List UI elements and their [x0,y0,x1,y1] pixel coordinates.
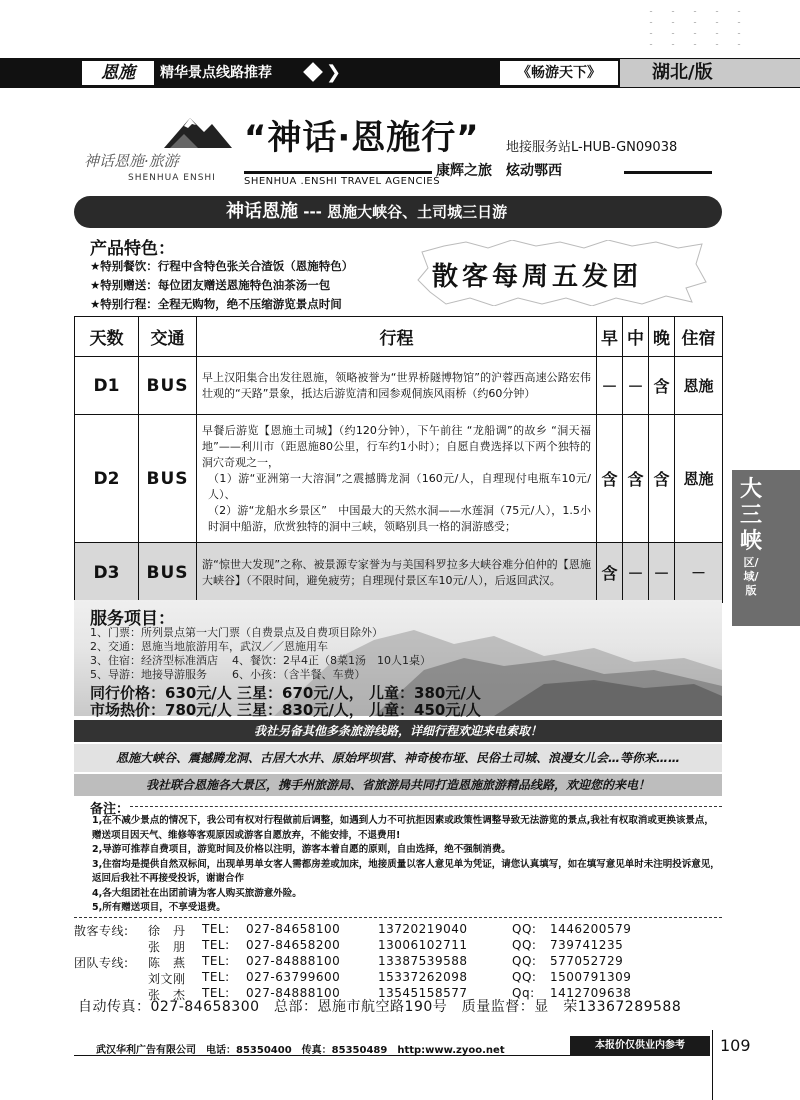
transport-cell: BUS [139,415,197,543]
contact-tel: 027-84888100 [246,986,341,1000]
col-dinner: 晚 [649,317,675,357]
contact-group [74,970,148,986]
dinner-cell: 含 [649,357,675,415]
contact-name: 张 朋 [148,940,186,954]
itinerary-line: （2）游“龙船水乡景区” 中国最大的天然水洞——水莲洞（75元/人），1.5小时洞中船游，欣赏独特的洞中三峡，领略别具一格的洞游感受； [208,503,591,533]
chevron-right-icon: ❯ [326,62,342,83]
col-breakfast: 早 [597,317,623,357]
tel-label: TEL: [202,954,230,968]
header-subtitle: 精华景点线路推荐 [160,65,272,81]
contact-group: 团队专线: [74,956,129,970]
note-item: 2,导游可推荐自费项目，游览时间及价格以注明，游客本着自愿的原则，自由选择，绝不强制消费。 [92,844,511,855]
note-item: 3,住宿均是提供自然双标间，出现单男单女客人需都房差或加床，地接质量以客人意见单为凭证，请您认真填写，如在填写意见单时未注明投诉意见，返回后我社不再接受投诉，谢谢合作 [92,858,720,884]
service-item: 1、门票：所列景点第一大门票（自费景点及自费项目除外） [90,626,383,639]
route-banner [74,196,722,228]
itinerary-cell [197,357,597,415]
cooperation-banner: 我社联合恩施各大景区，携手州旅游局、省旅游局共同打造恩施旅游精品线路，欢迎您的来电！ [74,774,722,796]
service-item: 2、交通：恩施当地旅游用车，武汉／／恩施用车 [90,640,328,653]
side-tab-subtitle: 区/域/版 [743,556,759,597]
divider [624,171,712,174]
day-cell: D3 [75,543,139,603]
contact-qq: 1412709638 [550,986,632,1000]
feature-item: ★特别赠送：每位团友赠送恩施特色油茶汤一包 [90,278,331,292]
service-item: 4、餐饮：2早4正（8菜1汤 10人1桌） [232,654,431,667]
itinerary-line: 早上汉阳集合出发往恩施，领略被誉为“世界桥隧博物馆”的沪蓉西高速公路宏伟壮观的“天路”景象，抵达后游览清和园参观侗族风雨桥（约60分钟） [202,370,591,400]
logo-english: SHENHUA ENSHI [128,173,216,183]
contact-mobile: 13720219040 [378,922,468,936]
dinner-cell: － [649,543,675,603]
agency-english: SHENHUA .ENSHI TRAVEL AGENCIES [244,176,441,187]
weekly-departure-badge: 散客每周五发团 [432,262,643,292]
contact-name: 张 杰 [148,988,186,1002]
breakfast-cell: 含 [597,543,623,603]
day-cell: D1 [75,357,139,415]
spots-banner: 恩施大峡谷、震撼腾龙洞、古居大水井、原始坪坝营、神奇梭布垭、民俗土司城、浪漫女儿会…等你来…… [74,744,722,772]
itinerary-table [74,316,723,603]
service-item: 3、住宿：经济型标准酒店 [90,654,218,667]
contact-qq: 1446200579 [550,922,632,936]
note-item: 1,在不减少景点的情况下，我公司有权对行程做前后调整，如遇到人力不可抗拒因素或政策性调整导致无法游览的景点,我社有权取消或更换该景点，赠送项目因天气、维修等客观原因或游客自愿放弃，不能安排，不退费用! [92,815,714,841]
qq-label: QQ: [512,970,537,984]
contacts-list [74,922,722,1002]
table-row [75,357,723,415]
dinner-cell: 含 [649,415,675,543]
itinerary-line: （1）游“亚洲第一大溶洞”之震撼腾龙洞（160元/人，自理现付电瓶车10元/人）、 [208,471,591,501]
itinerary-cell [197,415,597,543]
divider [74,917,722,918]
footer-publisher: 武汉华利广告有限公司 电话：85350400 传真：85350489 http:www.zyoo.net [96,1045,505,1056]
qq-label: QQ: [512,938,537,952]
route-name: 神话恩施 [226,201,298,222]
contact-tel: 027-84888100 [246,954,341,968]
stay-cell: 恩施 [675,415,723,543]
contact-row [74,954,722,970]
stay-cell: － [675,543,723,603]
qq-label: QQ: [512,954,537,968]
service-item: 6、小孩：（含半餐、车费） [232,668,366,681]
lunch-cell: 含 [623,415,649,543]
col-itinerary: 行程 [197,317,597,357]
itinerary-cell [197,543,597,603]
itinerary-line: 游“惊世大发现”之称、被景源专家誉为与美国科罗拉多大峡谷难分伯仲的【恩施大峡谷】（不限时间，避免疲劳；自理现付景区车10元/人），后返回武汉。 [202,557,591,587]
table-header-row [75,317,723,357]
contact-qq: 577052729 [550,954,624,968]
permit-number: 地接服务站L-HUB-GN09038 [506,140,678,155]
tel-label: TEL: [202,970,230,984]
stay-cell: 恩施 [675,357,723,415]
table-row [75,415,723,543]
tel-label: TEL: [202,986,230,1000]
more-routes-banner: 我社另备其他多条旅游线路，详细行程欢迎来电索取！ [74,720,722,742]
itinerary-line: 早餐后游览【恩施土司城】（约120分钟），下午前往 “龙船调”的故乡 “洞天福地”——利川市（距恩施80公里，行车约1小时）；自愿自费选择以下两个独特的洞穴奇观之一， [202,423,591,469]
province-edition: 湖北/版 [620,59,800,87]
features-heading: 产品特色： [90,239,175,259]
contact-mobile: 13545158577 [378,986,468,1000]
tel-label: TEL: [202,938,230,952]
contact-name: 刘文刚 [148,972,186,986]
fax-line: 自动传真：027-84658300 总部：恩施市航空路190号 质量监督：显 荣13367289588 [78,999,682,1015]
contact-tel: 027-63799600 [246,970,341,984]
contact-qq: 739741235 [550,938,624,952]
note-item: 5,所有赠送项目，不享受退费。 [92,902,226,913]
divider [130,806,722,807]
lunch-cell: － [623,357,649,415]
service-item: 5、导游：地接导游服务 [90,668,207,681]
agency-slogan: 康辉之旅 炫动鄂西 [436,163,562,179]
peer-price: 同行价格：630元/人 三星：670元/人， 儿童：380元/人 [90,684,481,702]
decorative-dots [640,6,750,50]
lunch-cell: － [623,543,649,603]
header-brand: 恩施 [82,61,154,85]
day-cell: D2 [75,415,139,543]
feature-item: ★特别餐饮：行程中含特色张关合渣饭（恩施特色） [90,259,354,273]
feature-item: ★特别行程：全程无购物，绝不压缩游览景点时间 [90,297,342,311]
table-row [75,543,723,603]
contact-tel: 027-84658200 [246,938,341,952]
note-item: 4,各大组团社在出团前请为客人购买旅游意外险。 [92,887,302,899]
contact-name: 徐 丹 [148,924,186,938]
qq-label: Qq: [512,986,535,1000]
contact-row [74,970,722,986]
transport-cell: BUS [139,543,197,603]
contact-mobile: 15337262098 [378,970,468,984]
col-lunch: 中 [623,317,649,357]
contact-group [74,938,148,954]
agency-title: “神话·恩施行” [244,118,480,158]
qq-label: QQ: [512,922,537,936]
logo-chinese: 神话恩施·旅游 [84,152,179,170]
market-price: 市场热价：780元/人 三星：830元/人， 儿童：450元/人 [90,701,481,719]
notes-list [92,814,720,916]
divider [244,171,432,174]
contact-qq: 1500791309 [550,970,632,984]
contact-row [74,922,722,938]
contact-row [74,938,722,954]
col-transport: 交通 [139,317,197,357]
divider [712,1030,713,1100]
contact-group: 散客专线: [74,924,129,938]
col-stay: 住宿 [675,317,723,357]
page-number: 109 [720,1036,751,1055]
contact-mobile: 13006102711 [378,938,468,952]
magazine-name: 《畅游天下》 [500,61,618,85]
side-tab-title: 大三峡 [739,476,762,554]
services-heading: 服务项目： [90,609,175,629]
footer-disclaimer: 本报价仅供业内参考 [570,1036,710,1056]
transport-cell: BUS [139,357,197,415]
breakfast-cell: 含 [597,415,623,543]
col-day: 天数 [75,317,139,357]
breakfast-cell: － [597,357,623,415]
tel-label: TEL: [202,922,230,936]
contact-tel: 027-84658100 [246,922,341,936]
route-dashes: --- [303,203,322,221]
route-detail: 恩施大峡谷、土司城三日游 [327,203,508,221]
contact-mobile: 13387539588 [378,954,468,968]
notes-heading: 备注： [90,802,130,817]
contact-name: 陈 燕 [148,956,186,970]
